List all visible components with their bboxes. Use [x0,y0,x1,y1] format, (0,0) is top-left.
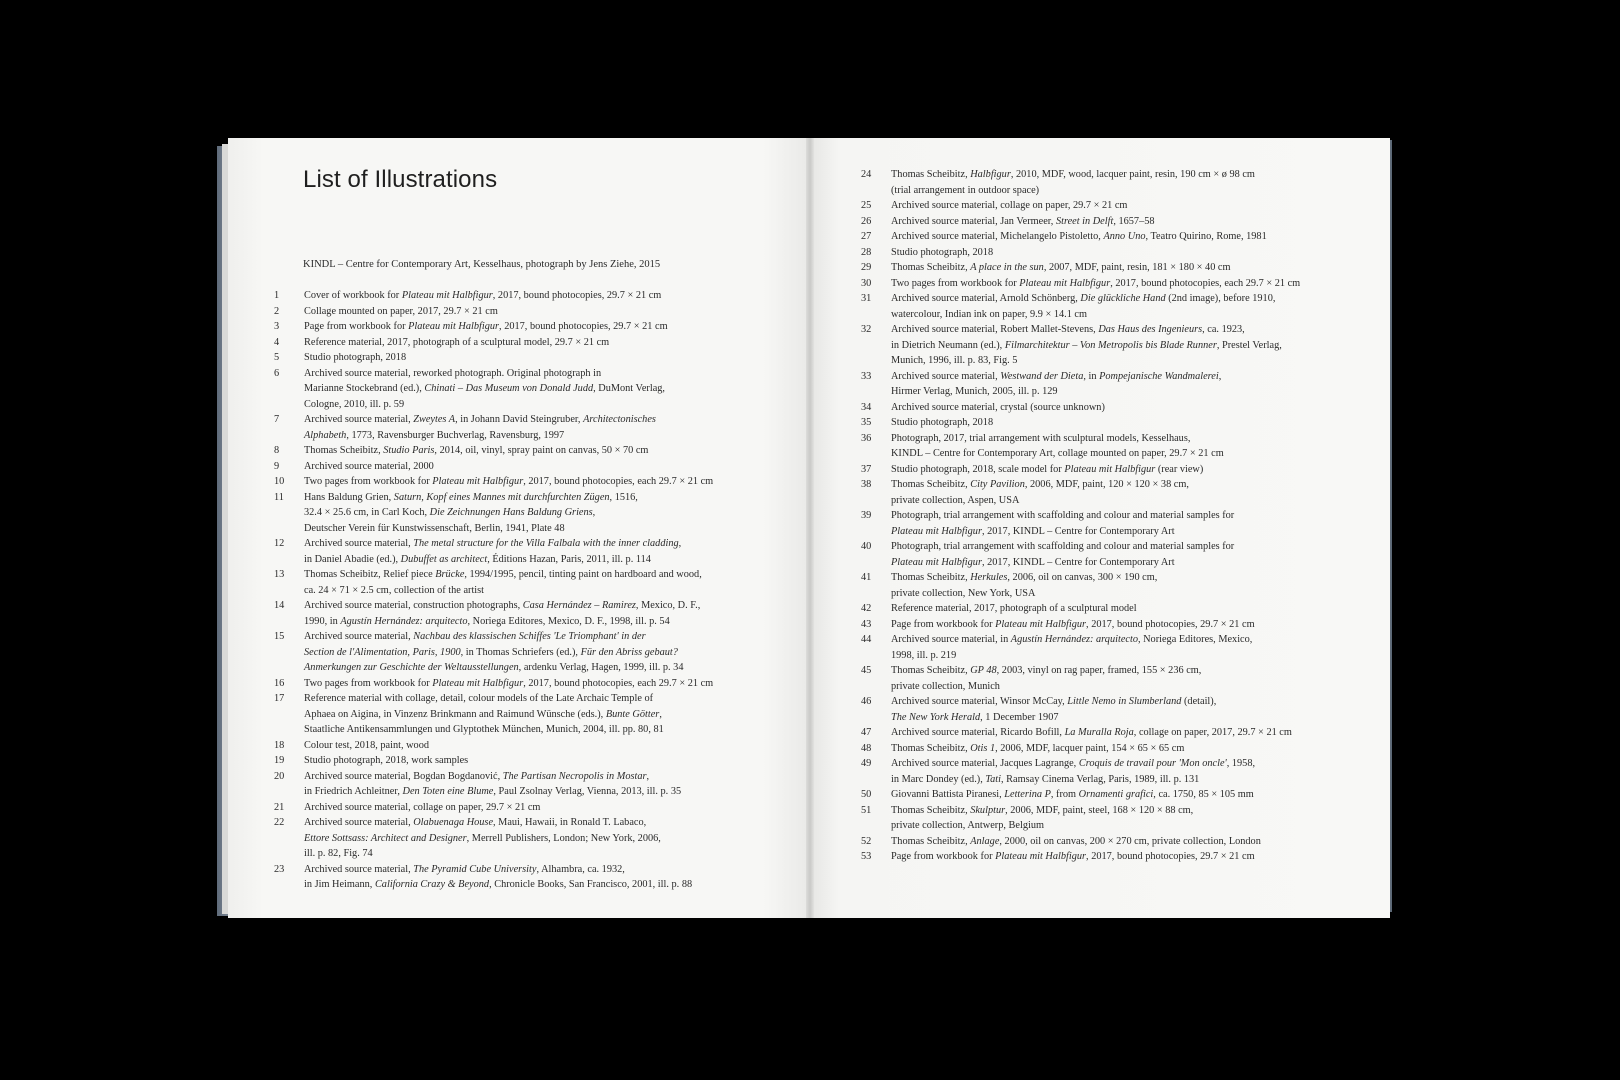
entry-number: 37 [861,463,872,475]
entry-text: Thomas Scheibitz, Herkules, 2006, oil on canvas, 300 × 190 cm, private collection, New York, USA [891,572,1158,599]
list-item [274,366,744,413]
list-item [861,462,1341,478]
list-item [274,676,744,692]
list-item [274,443,744,459]
entry-text: Reference material, 2017, photograph of a sculptural model, 29.7 × 21 cm [304,336,610,348]
list-item [861,725,1341,741]
entry-text: Page from workbook for Plateau mit Halbfigur, 2017, bound photocopies, 29.7 × 21 cm [891,618,1255,630]
entry-text: Thomas Scheibitz, Skulptur, 2006, MDF, paint, steel, 168 × 120 × 88 cm, private collection, Antwerp, Belgium [891,804,1194,831]
list-item [861,477,1341,508]
list-item [861,539,1341,570]
list-item [274,490,744,537]
list-item [861,369,1341,400]
entry-text: Page from workbook for Plateau mit Halbfigur, 2017, bound photocopies, 29.7 × 21 cm [304,321,668,332]
entry-number: 23 [274,863,285,875]
entry-text: Archived source material, collage on paper, 29.7 × 21 cm [304,801,541,813]
entry-number: 3 [274,321,280,332]
list-item [861,415,1341,431]
entry-number: 34 [861,401,872,413]
list-item [861,570,1341,601]
entry-number: 51 [861,804,872,816]
entry-number: 12 [274,538,285,549]
entry-text: Thomas Scheibitz, Relief piece Brücke, 1994/1995, pencil, tinting paint on hardboard and wood, ca. 24 × 71 × 2.5 cm, collection of the artist [304,569,702,596]
list-item [861,291,1341,322]
entry-number: 28 [861,246,872,258]
entry-number: 26 [861,215,872,227]
entry-number: 35 [861,417,872,428]
page-title: List of Illustrations [303,166,498,193]
list-item [861,663,1341,694]
list-item [274,412,744,443]
entry-text: Colour test, 2018, paint, wood [304,739,429,751]
entry-text: Reference material, 2017, photograph of a sculptural model [891,603,1137,614]
entry-number: 22 [274,817,285,828]
list-item [861,229,1341,245]
entry-text: Archived source material, construction photographs, Casa Hernández – Ramirez, Mexico, D. F., 1990, in Agustín Hernández: arquitecto, Noriega Editores, Mexico, D. F., 1998, ill. p. 54 [304,600,701,627]
list-item [861,276,1341,292]
list-item [861,322,1341,369]
list-item [274,536,744,567]
entry-list [274,288,744,893]
entry-number: 38 [861,479,872,490]
list-item [861,400,1341,416]
entry-text: Archived source material, Robert Mallet-Stevens, Das Haus des Ingenieurs, ca. 1923, in Dietrich Neumann (ed.), Filmarchitektur – Von Metropolis bis Blade Runner, Prestel Verlag, Munich, 1996, ill. p. 83, Fig. 5 [891,324,1282,366]
list-item [861,849,1341,865]
entry-text: Photograph, trial arrangement with scaffolding and colour and material samples for Plateau mit Halbfigur, 2017, KINDL – Centre for Contemporary Art [891,541,1235,568]
list-item [274,598,744,629]
illustration-list-left [274,288,744,893]
list-item [274,474,744,490]
entry-text: Thomas Scheibitz, Anlage, 2000, oil on canvas, 200 × 270 cm, private collection, London [891,835,1261,847]
entry-number: 29 [861,262,872,273]
entry-list [861,167,1341,865]
entry-text: Thomas Scheibitz, Halbfigur, 2010, MDF, wood, lacquer paint, resin, 190 cm × ø 98 cm (trial arrangement in outdoor space) [891,169,1255,196]
entry-text: Page from workbook for Plateau mit Halbfigur, 2017, bound photocopies, 29.7 × 21 cm [891,851,1255,862]
list-item [274,350,744,366]
entry-text: Archived source material, reworked photograph. Original photograph in Marianne Stockebrand (ed.), Chinati – Das Museum von Donald Judd, DuMont Verlag, Cologne, 2010, ill. p. 59 [304,367,666,410]
entry-text: Archived source material, Jan Vermeer, Street in Delft, 1657–58 [891,215,1155,227]
entry-text: Two pages from workbook for Plateau mit Halbfigur, 2017, bound photocopies, each 29.7 × 21 cm [891,277,1301,289]
entry-number: 30 [861,277,872,289]
entry-text: Studio photograph, 2018 [891,417,994,428]
entry-number: 52 [861,835,872,847]
entry-number: 16 [274,677,285,689]
book-gutter [806,138,814,918]
entry-text: Cover of workbook for Plateau mit Halbfigur, 2017, bound photocopies, 29.7 × 21 cm [304,290,662,301]
entry-number: 19 [274,755,285,766]
entry-text: Archived source material, in Agustín Hernández: arquitecto, Noriega Editores, Mexico, 1998, ill. p. 219 [891,634,1253,661]
entry-number: 50 [861,789,872,800]
list-item [861,617,1341,633]
intro-caption: KINDL – Centre for Contemporary Art, Kesselhaus, photograph by Jens Ziehe, 2015 [303,259,661,270]
list-item [274,738,744,754]
list-item [274,753,744,769]
list-item [861,260,1341,276]
entry-text: Photograph, trial arrangement with scaffolding and colour and material samples for Plateau mit Halbfigur, 2017, KINDL – Centre for Contemporary Art [891,510,1235,537]
list-item [274,862,744,893]
entry-text: Collage mounted on paper, 2017, 29.7 × 21 cm [304,305,498,317]
list-item [274,335,744,351]
list-item [274,769,744,800]
entry-number: 7 [274,414,280,425]
list-item [861,756,1341,787]
entry-number: 4 [274,336,280,348]
entry-number: 8 [274,445,280,456]
entry-text: Studio photograph, 2018 [891,246,994,258]
entry-number: 15 [274,631,285,642]
list-item [274,815,744,862]
entry-text: Archived source material, Jacques Lagrange, Croquis de travail pour 'Mon oncle', 1958, in Marc Dondey (ed.), Tati, Ramsay Cinema Verlag, Paris, 1989, ill. p. 131 [891,758,1256,785]
entry-text: Photograph, 2017, trial arrangement with sculptural models, Kesselhaus, KINDL – Centre for Contemporary Art, collage mounted on paper, 29.7 × 21 cm [891,432,1224,459]
entry-number: 11 [274,491,284,503]
list-item [861,803,1341,834]
entry-number: 18 [274,739,285,751]
entry-number: 43 [861,618,872,630]
entry-number: 47 [861,727,872,738]
entry-text: Studio photograph, 2018, scale model for Plateau mit Halbfigur (rear view) [891,463,1204,475]
entry-text: Archived source material, Arnold Schönberg, Die glückliche Hand (2nd image), before 1910, watercolour, Indian ink on paper, 9.9 × 14.1 cm [891,293,1276,320]
entry-number: 1 [274,290,280,301]
entry-number: 33 [861,370,872,382]
entry-text: Archived source material, Ricardo Bofill, La Muralla Roja, collage on paper, 2017, 29.7 × 21 cm [891,727,1292,738]
entry-text: Thomas Scheibitz, Otis 1, 2006, MDF, lacquer paint, 154 × 65 × 65 cm [891,742,1185,754]
entry-text: Archived source material, 2000 [304,460,434,472]
entry-text: Archived source material, Olabuenaga House, Maui, Hawaii, in Ronald T. Labaco, Ettore Sottsass: Architect and Designer, Merrell Publishers, London; New York, 2006, ill. p. 82, Fig. 74 [304,817,661,859]
list-item [274,319,744,335]
entry-text: Archived source material, Bogdan Bogdanović, The Partisan Necropolis in Mostar, in Friedrich Achleitner, Den Toten eine Blume, Paul Zsolnay Verlag, Vienna, 2013, ill. p. 35 [304,770,682,797]
list-item [861,245,1341,261]
entry-number: 44 [861,634,872,645]
entry-text: Studio photograph, 2018, work samples [304,755,469,766]
entry-number: 49 [861,758,872,769]
entry-number: 53 [861,851,872,862]
entry-number: 5 [274,352,280,363]
entry-number: 13 [274,569,285,580]
list-item [861,787,1341,803]
entry-number: 40 [861,541,872,552]
entry-text: Thomas Scheibitz, GP 48, 2003, vinyl on rag paper, framed, 155 × 236 cm, private collection, Munich [891,665,1202,692]
entry-text: Archived source material, Nachbau des klassischen Schiffes 'Le Triomphant' in der Section de l'Alimentation, Paris, 1900, in Thomas Schriefers (ed.), Für den Abriss gebaut? Anmerkungen zur Geschichte der Weltausstellungen, ardenku Verlag, Hagen, 1999, ill. p. 34 [304,631,684,673]
list-item [861,214,1341,230]
entry-text: Archived source material, Zweytes A, in Johann David Steingruber, Architectonisches Alphabeth, 1773, Ravensburger Buchverlag, Ravensburg, 1997 [304,414,656,441]
entry-text: Studio photograph, 2018 [304,352,407,363]
list-item [274,567,744,598]
entry-text: Archived source material, The Pyramid Cube University, Alhambra, ca. 1932, in Jim Heimann, California Crazy & Beyond, Chronicle Books, San Francisco, 2001, ill. p. 88 [304,863,693,890]
entry-number: 36 [861,432,872,444]
list-item [274,304,744,320]
entry-text: Hans Baldung Grien, Saturn, Kopf eines Mannes mit durchfurchten Zügen, 1516, 32.4 × 25.6 cm, in Carl Koch, Die Zeichnungen Hans Baldung Griens, Deutscher Verein für Kunstwissenschaft, Berlin, 1941, Plate 48 [304,491,638,534]
list-item [861,632,1341,663]
list-item [861,198,1341,214]
entry-number: 25 [861,200,872,211]
list-item [861,167,1341,198]
list-item [861,508,1341,539]
entry-number: 6 [274,367,280,379]
entry-text: Thomas Scheibitz, A place in the sun, 2007, MDF, paint, resin, 181 × 180 × 40 cm [891,262,1231,273]
entry-text: Thomas Scheibitz, Studio Paris, 2014, oil, vinyl, spray paint on canvas, 50 × 70 cm [304,445,649,456]
list-item [861,431,1341,462]
entry-text: Archived source material, Winsor McCay, Little Nemo in Slumberland (detail), The New York Herald, 1 December 1907 [891,696,1217,723]
list-item [274,288,744,304]
list-item [861,741,1341,757]
entry-number: 17 [274,693,285,704]
list-item [274,459,744,475]
entry-number: 14 [274,600,285,611]
list-item [861,601,1341,617]
entry-number: 32 [861,324,872,335]
list-item [274,691,744,738]
entry-text: Archived source material, collage on paper, 29.7 × 21 cm [891,200,1128,211]
list-item [861,694,1341,725]
list-item [861,834,1341,850]
illustration-list-right [861,167,1341,865]
entry-number: 9 [274,460,280,472]
entry-text: Giovanni Battista Piranesi, Letterina P, from Ornamenti grafici, ca. 1750, 85 × 105 mm [891,789,1254,800]
entry-number: 41 [861,572,872,583]
entry-text: Archived source material, Westwand der Dieta, in Pompejanische Wandmalerei, Hirmer Verlag, Munich, 2005, ill. p. 129 [891,370,1222,397]
entry-number: 42 [861,603,872,614]
entry-number: 21 [274,801,285,813]
entry-number: 2 [274,305,280,317]
entry-number: 31 [861,293,872,304]
entry-text: Archived source material, The metal structure for the Villa Falbala with the inner cladding, in Daniel Abadie (ed.), Dubuffet as architect, Éditions Hazan, Paris, 2011, ill. p. 114 [304,538,682,565]
entry-number: 27 [861,231,872,242]
entry-number: 10 [274,476,285,487]
entry-number: 24 [861,169,872,180]
entry-number: 48 [861,742,872,754]
entry-number: 46 [861,696,872,707]
entry-number: 45 [861,665,872,676]
entry-text: Reference material with collage, detail, colour models of the Late Archaic Temple of Aphaea on Aigina, in Vinzenz Brinkmann and Raimund Wünsche (eds.), Bunte Götter, Staatliche Antikensammlungen und Glyptothek München, Munich, 2004, ill. pp. 80, 81 [304,693,664,735]
entry-number: 39 [861,510,872,521]
entry-text: Two pages from workbook for Plateau mit Halbfigur, 2017, bound photocopies, each 29.7 × 21 cm [304,476,714,487]
entry-text: Archived source material, crystal (source unknown) [891,401,1105,413]
entry-text: Archived source material, Michelangelo Pistoletto, Anno Uno, Teatro Quirino, Rome, 1981 [891,231,1267,242]
entry-text: Thomas Scheibitz, City Pavilion, 2006, MDF, paint, 120 × 120 × 38 cm, private collection, Aspen, USA [891,479,1189,506]
list-item [274,800,744,816]
entry-number: 20 [274,770,285,782]
entry-text: Two pages from workbook for Plateau mit Halbfigur, 2017, bound photocopies, each 29.7 × 21 cm [304,677,714,689]
list-item [274,629,744,676]
